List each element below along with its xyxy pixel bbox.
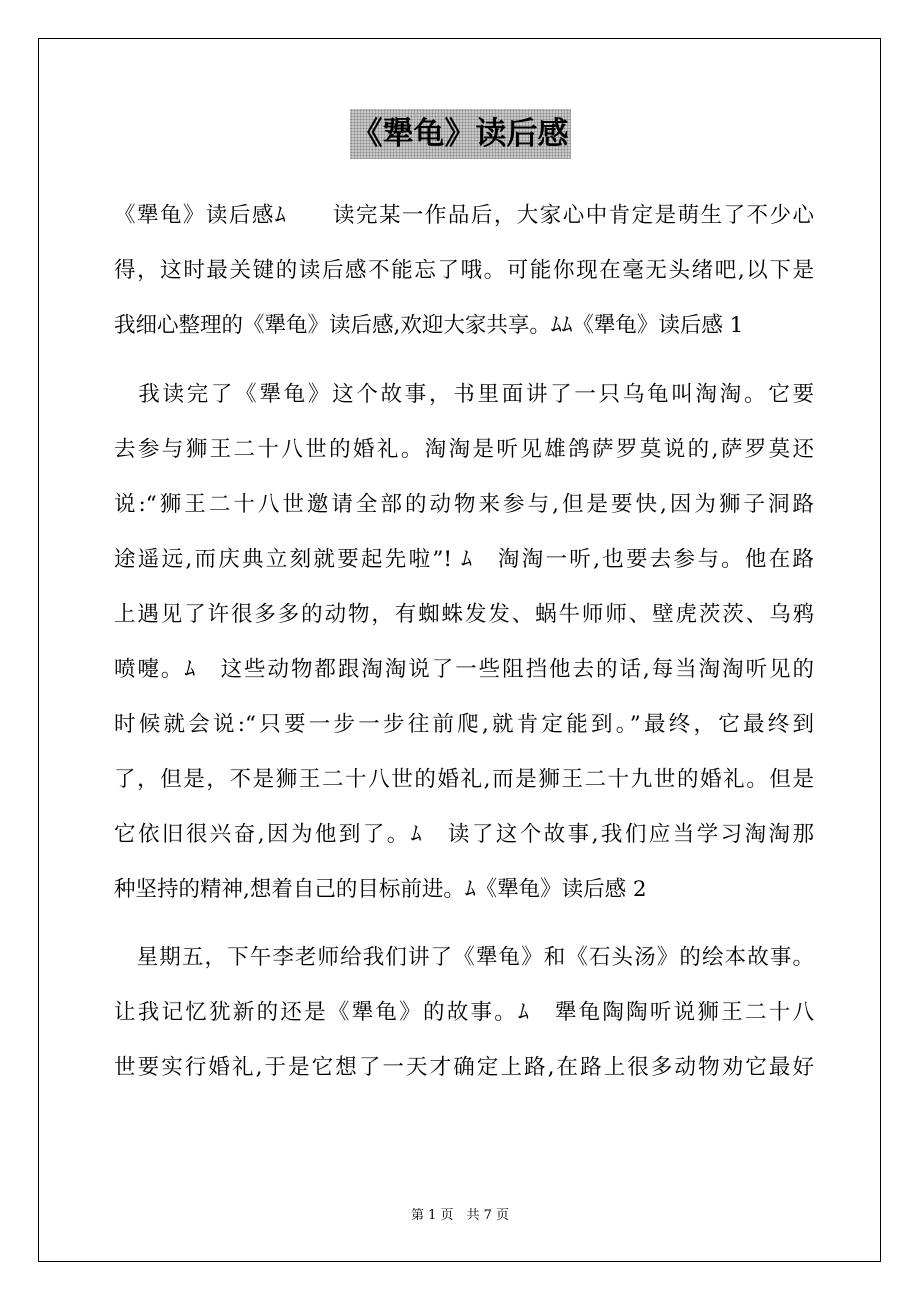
title-wrap xyxy=(0,109,920,159)
document-title: 《犟龟》读后感 xyxy=(350,109,571,159)
body-line: 时候就会说:“只要一步一步往前爬,就肯定能到。”最终，它最终到 xyxy=(114,712,814,737)
body-line: 我读完了《犟龟》这个故事，书里面讲了一只乌龟叫淘淘。它要 xyxy=(114,382,814,407)
body-line: 上遇见了许很多多的动物，有蜘蛛发发、蜗牛师师、壁虎茨茨、乌鸦 xyxy=(114,602,814,627)
body-line: 喷嚏。ﾑ 这些动物都跟淘淘说了一些阻挡他去的话,每当淘淘听见的 xyxy=(114,657,814,682)
body-line: 了，但是，不是狮王二十八世的婚礼,而是狮王二十九世的婚礼。但是 xyxy=(114,767,814,792)
body-line: 去参与狮王二十八世的婚礼。淘淘是听见雄鸽萨罗莫说的,萨罗莫还 xyxy=(114,437,814,462)
body-line: 说:“狮王二十八世邀请全部的动物来参与,但是要快,因为狮子洞路 xyxy=(114,492,814,517)
body-line: 世要实行婚礼,于是它想了一天才确定上路,在路上很多动物劝它最好 xyxy=(114,1055,814,1080)
body-line: 星期五，下午李老师给我们讲了《犟龟》和《石头汤》的绘本故事。 xyxy=(114,945,814,970)
body-line: 让我记忆犹新的还是《犟龟》的故事。ﾑ 犟龟陶陶听说狮王二十八 xyxy=(114,1000,814,1025)
body-line: 种坚持的精神,想着自己的目标前进。ﾑ《犟龟》读后感 2 xyxy=(114,877,647,902)
body-line: 《犟龟》读后感ﾑ 读完某一作品后，大家心中肯定是萌生了不少心 xyxy=(114,203,814,228)
body-line: 它依旧很兴奋,因为他到了。ﾑ 读了这个故事,我们应当学习淘淘那 xyxy=(114,822,814,847)
body-line: 我细心整理的《犟龟》读后感,欢迎大家共享。ﾑﾑ《犟龟》读后感 1 xyxy=(114,313,744,338)
page-footer: 第 1 页 共 7 页 xyxy=(410,1208,510,1223)
body-line: 途遥远,而庆典立刻就要起先啦”! ﾑ 淘淘一听,也要去参与。他在路 xyxy=(114,547,814,572)
body-line: 得，这时最关键的读后感不能忘了哦。可能你现在毫无头绪吧,以下是 xyxy=(114,258,814,283)
